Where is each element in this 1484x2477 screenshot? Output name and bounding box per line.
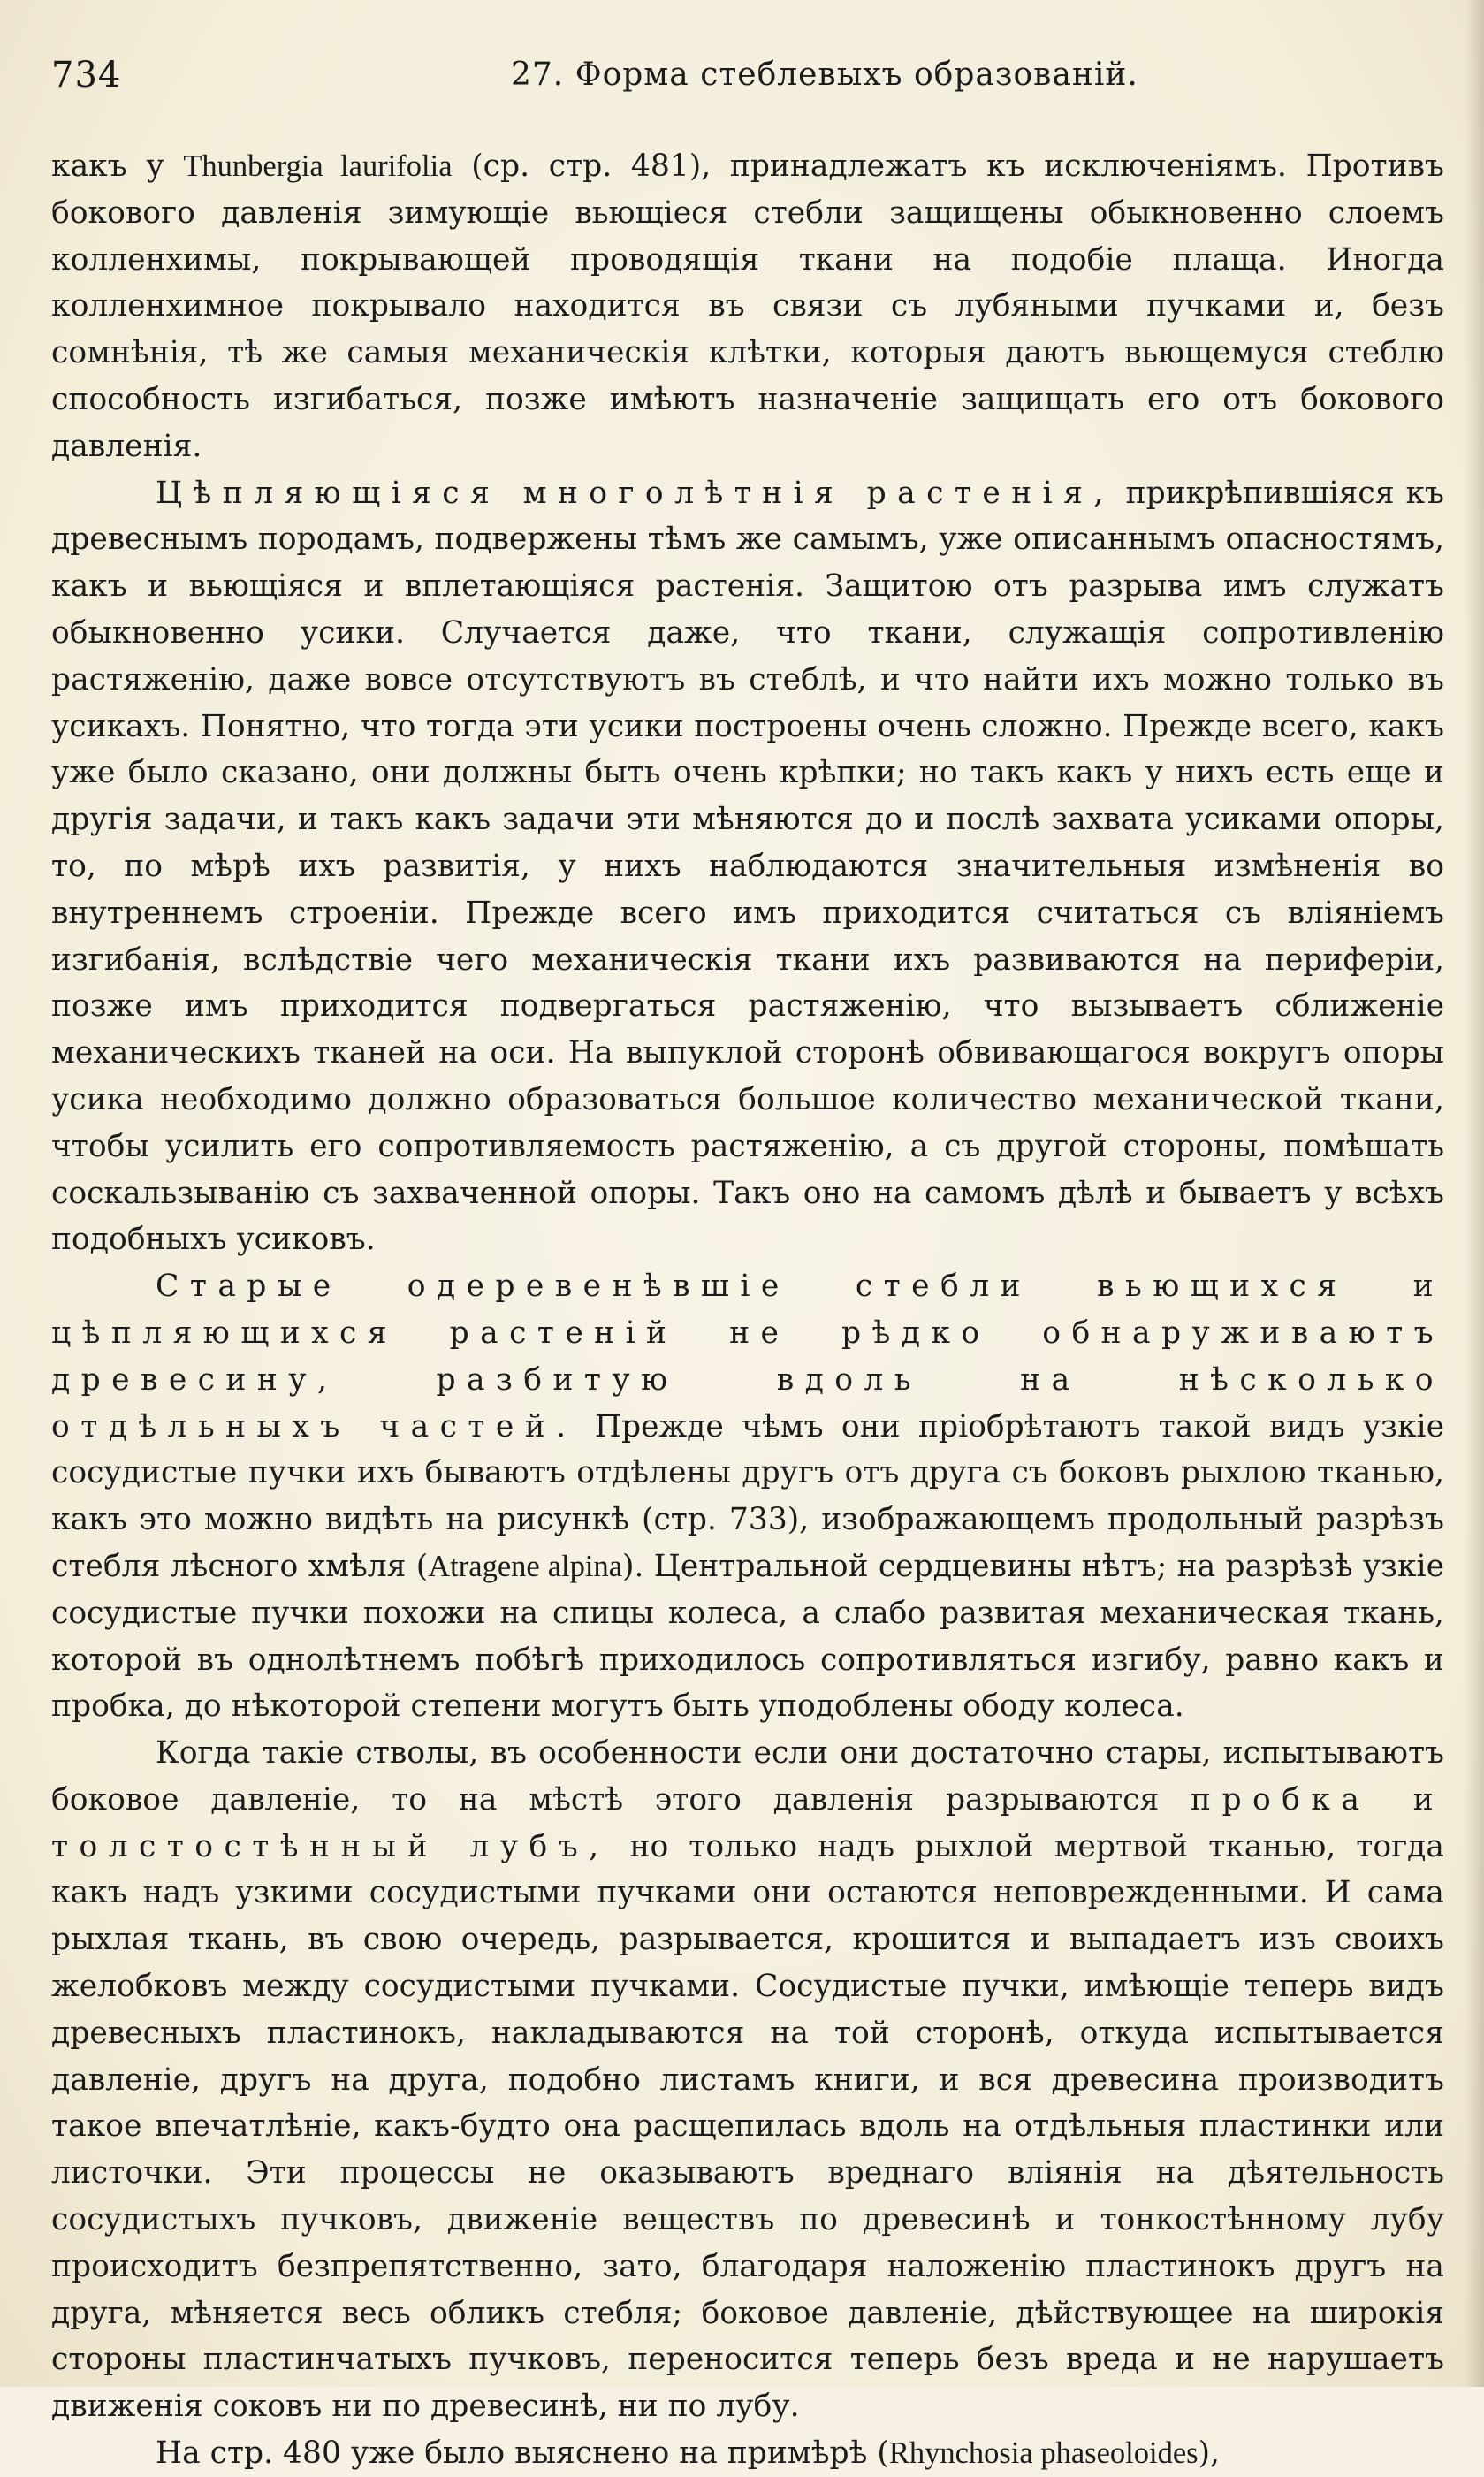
running-head: 27. Форма стеблевыхъ образованій. bbox=[511, 57, 1138, 93]
latin-name: Thunbergia laurifolia bbox=[183, 149, 453, 183]
spaced-emphasis: пробка и толстостѣнный лубъ, bbox=[51, 1781, 1444, 1864]
spaced-emphasis: Цѣпляющіяся многолѣтнія растенія, bbox=[156, 475, 1115, 511]
page-number: 734 bbox=[51, 55, 122, 95]
paragraph-2 bbox=[51, 470, 1444, 1264]
text-run: (ср. стр. 481), принадлежатъ къ исключеніямъ. Противъ бокового давленія зимующіе вьющіеся стебли защищены обыкновенно слоемъ колленхимы, покрывающей проводящія ткани на подобіе плаща. Иногда колленхимное покрывало находится въ связи съ лубяными пучками и, безъ сомнѣнія, тѣ же самыя механическія клѣтки, которыя даютъ вьющемуся стеблю способность изгибаться, позже имѣютъ назначеніе защищать его отъ бокового давленія. bbox=[51, 149, 1444, 464]
text-run: Когда такіе стволы, въ особенности если они достаточно стары, испытываютъ боковое давленіе, то на мѣстѣ этого давленія разрываются bbox=[51, 1735, 1444, 1818]
text-run: но только надъ рыхлой мертвой тканью, тогда какъ надъ узкими сосудистыми пучками они остаются неповрежденными. И сама рыхлая ткань, въ свою очередь, разрывается, крошится и выпадаетъ изъ своихъ желобковъ между сосудистыми пучками. Сосудистые пучки, имѣющіе теперь видъ древесныхъ пластинокъ, накладываются на той сторонѣ, откуда испытывается давленіе, другъ на друга, подобно листамъ книги, и вся древесина производитъ такое впечатлѣніе, какъ-будто она расщепилась вдоль на отдѣльныя пластинки или листочки. Эти процессы не оказываютъ вреднаго вліянія на дѣятельность сосудистыхъ пучковъ, движеніе веществъ по древесинѣ и тонкостѣнному лубу происходитъ безпрепятственно, зато, благодаря наложенію пластинокъ другъ на друга, мѣняется весь обликъ стебля; боковое давленіе, дѣйствующее на широкія стороны пластинчатыхъ пучковъ, переносится теперь безъ вреда и не нарушаетъ движенія соковъ ни по древесинѣ, ни по лубу. bbox=[51, 1828, 1444, 2425]
text-run: На стр. 480 уже было выяснено на примѣрѣ ( bbox=[156, 2435, 889, 2472]
paragraph-5 bbox=[51, 2430, 1444, 2477]
page-body bbox=[51, 143, 1444, 2477]
latin-name: Atragene alpina bbox=[428, 1549, 623, 1583]
text-run: Прежде чѣмъ они пріобрѣтаютъ такой видъ узкіе сосудистые пучки ихъ бываютъ отдѣлены другъ отъ друга съ боковъ рыхлою тканью, какъ это можно видѣть на рисункѣ (стр. 733), изображающемъ продольный разрѣзъ стебля лѣсного хмѣля ( bbox=[51, 1408, 1445, 1584]
text-run: какъ у bbox=[51, 149, 184, 184]
spaced-emphasis: Старые одеревенѣвшіе стебли вьющихся и цѣпляющихся растеній не рѣдко обнаруживаютъ древесину, разбитую вдоль на нѣсколько отдѣльныхъ частей. bbox=[51, 1269, 1444, 1444]
page-header bbox=[51, 55, 1444, 108]
text-run: прикрѣпившіяся къ древеснымъ породамъ, подвержены тѣмъ же самымъ, уже описаннымъ опасностямъ, какъ и вьющіяся и вплетающіяся растенія. Защитою отъ разрыва имъ служатъ обыкновенно усики. Случается даже, что ткани, служащія сопротивленію растяженію, даже вовсе отсутствуютъ въ стеблѣ, и что найти ихъ можно только въ усикахъ. Понятно, что тогда эти усики построены очень сложно. Прежде всего, какъ уже было сказано, они должны быть очень крѣпки; но такъ какъ у нихъ есть еще и другія задачи, и такъ какъ задачи эти мѣняются до и послѣ захвата усиками опоры, то, по мѣрѣ ихъ развитія, у нихъ наблюдаются значительныя измѣненія во внутреннемъ строеніи. Прежде всего имъ приходится считаться съ вліяніемъ изгибанія, вслѣдствіе чего механическія ткани ихъ развиваются на периферіи, позже имъ приходится подвергаться растяженію, что вызываетъ сближеніе механическихъ тканей на оси. На выпуклой сторонѣ обвивающагося вокругъ опоры усика необходимо должно образоваться большое количество механической ткани, чтобы усилить его сопротивляемость растяженію, а съ другой стороны, помѣшать соскальзыванію съ захваченной опоры. Такъ оно на самомъ дѣлѣ и бываетъ у всѣхъ подобныхъ усиковъ. bbox=[51, 475, 1445, 1258]
paragraph-1 bbox=[51, 143, 1444, 470]
latin-name: Rhynchosia phaseoloides bbox=[888, 2436, 1199, 2471]
paragraph-4 bbox=[51, 1730, 1444, 2430]
page-edge-shadow bbox=[1465, 0, 1484, 2387]
text-run: ), bbox=[1198, 2435, 1221, 2472]
text-run: ). Центральной сердцевины нѣтъ; на разрѣзѣ узкіе сосудистые пучки похожи на спицы колеса, а слабо развитая механическая ткань, которой въ однолѣтнемъ побѣгѣ приходилось сопротивляться изгибу, равно какъ и пробка, до нѣкоторой степени могутъ быть уподоблены ободу колеса. bbox=[51, 1548, 1444, 1725]
paragraph-3 bbox=[51, 1263, 1444, 1730]
